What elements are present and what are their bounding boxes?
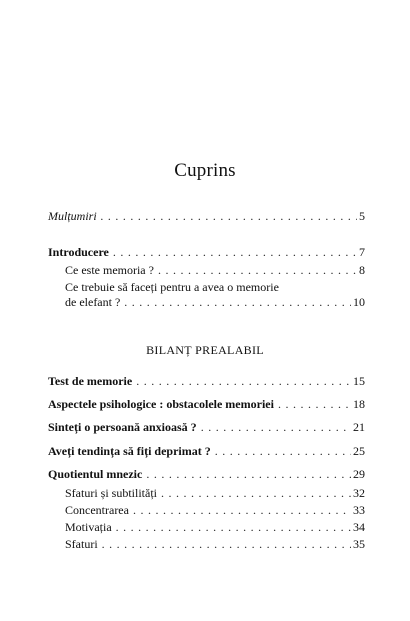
toc-entry-label: Sfaturi [65, 537, 98, 551]
toc-page-number: 25 [353, 444, 365, 458]
toc-entry-label-line1[interactable]: Ce trebuie să faceți pentru a avea o memorie [65, 280, 279, 294]
dot-leader [146, 467, 351, 482]
toc-entry-quotientul-mnezic[interactable] [48, 467, 365, 482]
dot-leader [133, 503, 351, 518]
toc-page-number: 18 [353, 397, 365, 411]
toc-page-number: 8 [359, 263, 365, 277]
toc-entry-memorie-de-elefant[interactable] [65, 295, 365, 310]
toc-entry-label: Mulțumiri [48, 209, 97, 223]
toc-entry-label: Quotientul mnezic [48, 467, 143, 481]
toc-entry-tendinta-deprimat[interactable] [48, 444, 365, 459]
toc-entry-label: Concentrarea [65, 503, 129, 517]
dot-leader [161, 486, 351, 501]
toc-entry-label: Sfaturi și subtilități [65, 486, 157, 500]
toc-entry-sfaturi[interactable] [65, 537, 365, 552]
toc-page-number: 5 [359, 209, 365, 223]
dot-leader [101, 209, 357, 224]
toc-page-number: 10 [353, 295, 365, 309]
toc-entry-test-de-memorie[interactable] [48, 374, 365, 389]
toc-entry-label: Sinteți o persoană anxioasă ? [48, 420, 197, 434]
toc-entry-label: Ce este memoria ? [65, 263, 154, 277]
dot-leader [215, 444, 351, 459]
toc-page-number: 21 [353, 420, 365, 434]
dot-leader [113, 245, 357, 260]
toc-page-number: 32 [353, 486, 365, 500]
dot-leader [116, 520, 351, 535]
dot-leader [102, 537, 351, 552]
section-heading: BILANȚ PREALABIL [146, 343, 264, 357]
toc-page-number: 15 [353, 374, 365, 388]
dot-leader [278, 397, 351, 412]
toc-entry-label: Motivația [65, 520, 112, 534]
dot-leader [136, 374, 351, 389]
toc-entry-label: Test de memorie [48, 374, 133, 388]
toc-entry-sfaturi-subtilitati[interactable] [65, 486, 365, 501]
toc-entry-motivatia[interactable] [65, 520, 365, 535]
toc-entry-persoana-anxioasa[interactable] [48, 420, 365, 435]
toc-entry-label: Introducere [48, 245, 109, 259]
toc-entry-label-line2: de elefant ? [65, 295, 121, 309]
toc-entry-introducere[interactable] [48, 245, 365, 260]
toc-entry-label: Aveți tendința să fiți deprimat ? [48, 444, 211, 458]
toc-entry-concentrarea[interactable] [65, 503, 365, 518]
toc-entry-ce-este-memoria[interactable] [65, 263, 365, 278]
toc-entry-multumiri[interactable] [48, 209, 365, 224]
dot-leader [158, 263, 357, 278]
toc-entry-label: Aspectele psihologice : obstacolele memoriei [48, 397, 274, 411]
toc-page-number: 29 [353, 467, 365, 481]
dot-leader [201, 420, 351, 435]
toc-page-number: 7 [359, 245, 365, 259]
toc-entry-aspectele-psihologice[interactable] [48, 397, 365, 412]
page-title: Cuprins [174, 160, 236, 181]
toc-page-number: 35 [353, 537, 365, 551]
toc-page-number: 34 [353, 520, 365, 534]
toc-page-number: 33 [353, 503, 365, 517]
dot-leader [124, 295, 351, 310]
